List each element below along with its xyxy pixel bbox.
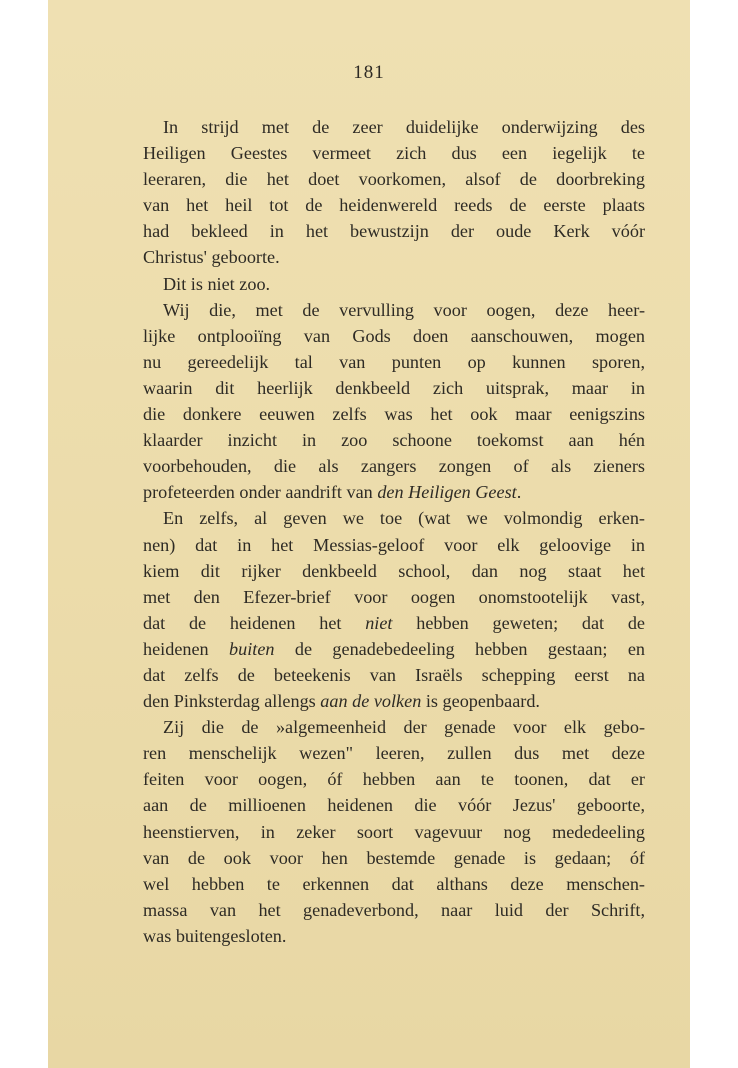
text-line: Zij die de »algemeenheid der genade voor elk gebo- — [163, 717, 645, 738]
paragraph — [143, 297, 645, 506]
text-line: voorbehouden, die als zangers zongen of als zieners — [143, 456, 645, 477]
text-line: Dit is niet zoo. — [163, 273, 271, 294]
text-line: waarin dit heerlijk denkbeeld zich uitsprak, maar in — [143, 377, 645, 398]
text-line: In strijd met de zeer duidelijke onderwijzing des — [163, 117, 645, 137]
text-segment: is geopenbaard. — [421, 691, 540, 712]
text-line — [143, 610, 645, 636]
text-line: had bekleed in het bewustzijn der oude Kerk vóór — [143, 221, 645, 242]
paragraph — [143, 271, 645, 297]
paragraph — [143, 714, 645, 949]
text-line: lijke ontplooiïng van Gods doen aanschouwen, mogen — [143, 325, 645, 346]
paragraph — [143, 114, 645, 271]
text-segment: profeteerden onder aandrift van — [143, 482, 378, 503]
text-line: van de ook voor hen bestemde genade is gedaan; óf — [143, 847, 645, 868]
page-number: 181 — [353, 62, 385, 83]
italic-segment: niet — [365, 612, 393, 633]
body-text — [143, 114, 645, 949]
text-line: En zelfs, al geven we toe (wat we volmondig erken- — [163, 508, 645, 529]
text-line: van het heil tot de heidenwereld reeds de eerste plaats — [143, 195, 645, 216]
text-line: die donkere eeuwen zelfs was het ook maar eenigszins — [143, 404, 645, 425]
text-segment: . — [516, 482, 522, 503]
text-line: nu gereedelijk tal van punten op kunnen sporen, — [143, 351, 645, 372]
text-line — [143, 479, 645, 505]
text-line: nen) dat in het Messias-geloof voor elk geloovige in — [143, 534, 645, 555]
text-segment: hebben geweten; dat de — [392, 612, 645, 633]
text-line: dat zelfs de beteekenis van Israëls schepping eerst na — [143, 664, 645, 685]
text-line: ren menschelijk wezen" leeren, zullen dus met deze — [143, 743, 645, 764]
text-line: was buitengesloten. — [143, 925, 287, 946]
book-page — [48, 0, 690, 1068]
paragraph — [143, 505, 645, 714]
text-segment: de genadebedeeling hebben gestaan; en — [274, 638, 646, 659]
text-line: kiem dit rijker denkbeeld school, dan nog staat het — [143, 560, 645, 581]
text-line: heenstierven, in zeker soort vagevuur nog mededeeling — [143, 821, 645, 842]
text-line: Heiligen Geestes vermeet zich dus een iegelijk te — [143, 143, 645, 164]
text-segment: den Pinksterdag allengs — [143, 691, 321, 712]
italic-segment: buiten — [229, 638, 275, 659]
text-line: met den Efezer-brief voor oogen onomstootelijk vast, — [143, 586, 645, 607]
text-line: feiten voor oogen, óf hebben aan te toonen, dat er — [143, 769, 645, 790]
text-line — [143, 688, 645, 714]
text-line: wel hebben te erkennen dat althans deze menschen- — [143, 873, 645, 894]
text-line: leeraren, die het doet voorkomen, alsof de doorbreking — [143, 169, 645, 190]
text-line: massa van het genadeverbond, naar luid der Schrift, — [143, 899, 645, 920]
text-line — [143, 636, 645, 662]
italic-segment: aan de volken — [320, 691, 422, 712]
text-line: aan de millioenen heidenen die vóór Jezus' geboorte, — [143, 795, 645, 816]
text-line: Christus' geboorte. — [143, 247, 280, 268]
text-line: Wij die, met de vervulling voor oogen, deze heer- — [163, 299, 645, 320]
italic-segment: den Heiligen Geest — [377, 482, 517, 503]
text-line: klaarder inzicht in zoo schoone toekomst aan hén — [143, 430, 645, 451]
text-segment: heidenen — [143, 638, 230, 659]
text-segment: dat de heidenen het — [143, 612, 366, 633]
